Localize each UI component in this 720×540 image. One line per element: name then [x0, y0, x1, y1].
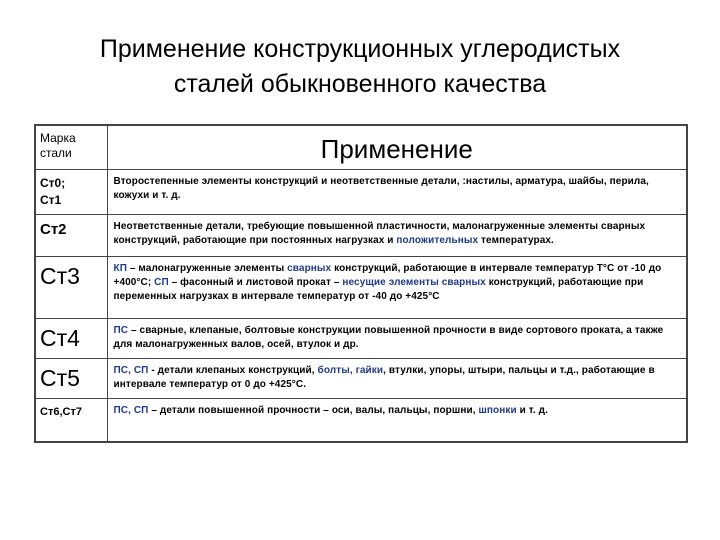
- grade-line-1: Ст0;: [40, 175, 66, 190]
- desc-highlight: сварных: [287, 262, 332, 274]
- desc-text: – сварные, клепаные, болтовые конструкции повышенной прочности в виде сортового проката, а также для малонагруженных валов, осей, втулок и др.: [113, 324, 664, 350]
- steel-application-table: [34, 124, 688, 443]
- title-line-2: сталей обыкновенного качества: [173, 70, 547, 98]
- desc-highlight: ПС, СП: [113, 404, 149, 416]
- header-application: Применение: [107, 125, 687, 169]
- desc-highlight: положительных: [396, 234, 479, 246]
- table-row: [35, 398, 687, 442]
- grade-line-2: Ст1: [40, 192, 62, 207]
- table-row: [35, 169, 687, 214]
- application-cell: [107, 256, 687, 318]
- table-row: [35, 256, 687, 318]
- desc-text: и т. д.: [516, 404, 548, 416]
- grade-cell: Ст6,Ст7: [35, 398, 107, 442]
- application-cell: [107, 214, 687, 256]
- desc-text: температурах.: [478, 234, 554, 246]
- desc-text: – малонагруженные элементы: [127, 262, 288, 274]
- desc-highlight: болты, гайки: [317, 364, 384, 376]
- desc-text: , втулки, упоры, штыри, пальцы и т.д., работающие в интервале температур от 0 до +425°С.: [113, 364, 655, 390]
- desc-text: – детали повышенной прочности – оси, валы, пальцы, поршни,: [148, 404, 479, 416]
- grade-cell: Ст3: [35, 256, 107, 318]
- desc-highlight: ПС: [113, 324, 129, 336]
- desc-text: – фасонный и листовой прокат –: [168, 276, 343, 288]
- desc-highlight: шпонки: [478, 404, 517, 416]
- grade-cell: Ст5: [35, 358, 107, 398]
- header-grade-line-2: стали: [40, 146, 72, 160]
- table-row: [35, 318, 687, 358]
- desc-text: Неответственные детали, требующие повышенной пластичности, малонагруженные элементы сварных конструкций, работающие при постоянных нагрузках и: [113, 220, 646, 246]
- header-grade: [35, 125, 107, 169]
- header-grade-line-1: Марка: [40, 131, 76, 145]
- desc-highlight: СП: [154, 276, 169, 288]
- grade-cell: Ст4: [35, 318, 107, 358]
- grade-cell: Ст2: [35, 214, 107, 256]
- desc-highlight: КП: [113, 262, 127, 274]
- desc-text: конструкций, работающие в интервале температур Т°С от -10 до +400°С;: [113, 262, 662, 288]
- application-cell: [107, 318, 687, 358]
- slide-title: [30, 32, 690, 102]
- desc-text: Второстепенные элементы конструкций и неответственные детали, :настилы, арматура, шайбы, перила, кожухи и т. д.: [113, 175, 649, 201]
- table-row: [35, 214, 687, 256]
- table-row: [35, 358, 687, 398]
- desc-text: конструкций, работающие при переменных нагрузках в интервале температур от -40 до +425°С: [113, 276, 644, 302]
- grade-cell: [35, 169, 107, 214]
- title-line-1: Применение конструкционных углеродистых: [99, 35, 621, 63]
- table-header-row: [35, 125, 687, 169]
- application-cell: [107, 169, 687, 214]
- desc-highlight: ПС, СП: [113, 364, 149, 376]
- desc-text: - детали клепаных конструкций,: [148, 364, 318, 376]
- application-cell: [107, 358, 687, 398]
- application-cell: [107, 398, 687, 442]
- desc-highlight: несущие элементы сварных: [342, 276, 486, 288]
